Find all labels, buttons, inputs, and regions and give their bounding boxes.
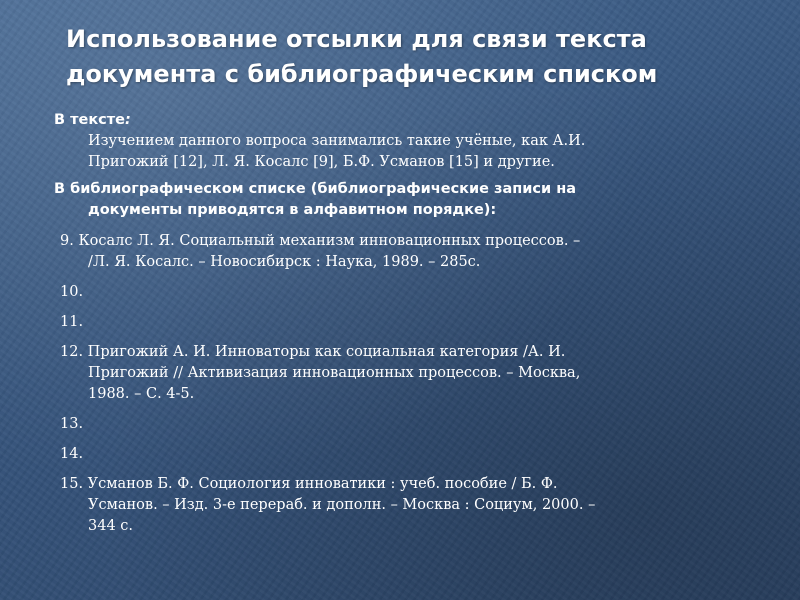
- slide-content: [54, 110, 769, 546]
- reference-line: Усманов. – Изд. 3-е перераб. и дополн. – Москва : Социум, 2000. –: [88, 497, 596, 513]
- reference-line: 1988. – С. 4-5.: [88, 386, 195, 402]
- reference-line: /Л. Я. Косалс. – Новосибирск : Наука, 1989. – 285с.: [88, 254, 481, 270]
- reference-line: Пригожий // Активизация инновационных процессов. – Москва,: [88, 365, 581, 381]
- reference-line: 15. Усманов Б. Ф. Социология инноватики : учеб. пособие / Б. Ф.: [60, 476, 558, 492]
- reference-line: 12. Пригожий А. И. Инноваторы как социальная категория /А. И.: [60, 344, 566, 360]
- slide-title: [66, 22, 766, 92]
- reference-item: [54, 342, 769, 405]
- title-line-1: Использование отсылки для связи текста: [66, 25, 647, 53]
- reference-item: 11.: [60, 314, 84, 330]
- reference-item: 10.: [60, 284, 84, 300]
- reference-list: [54, 231, 769, 537]
- reference-item: [54, 231, 769, 273]
- title-line-2: документа с библиографическим списком: [66, 60, 658, 88]
- in-text-line-1: Изучением данного вопроса занимались такие учёные, как А.И.: [88, 133, 586, 149]
- reference-item: 13.: [60, 416, 84, 432]
- biblio-heading-line-2: документы приводятся в алфавитном порядке):: [88, 202, 497, 218]
- in-text-label: В тексте: [54, 112, 126, 128]
- in-text-colon: :: [125, 112, 131, 128]
- in-text-heading: [54, 110, 769, 131]
- reference-item: 14.: [60, 446, 84, 462]
- reference-item: [54, 474, 769, 537]
- in-text-line-2: Пригожий [12], Л. Я. Косалс [9], Б.Ф. Усманов [15] и другие.: [88, 154, 555, 170]
- biblio-heading-block: [54, 179, 769, 221]
- biblio-heading-line-1: В библиографическом списке (библиографические записи на: [54, 181, 577, 197]
- reference-line: 344 с.: [88, 518, 134, 534]
- in-text-block: [54, 110, 769, 173]
- reference-line: 9. Косалс Л. Я. Социальный механизм инновационных процессов. –: [60, 233, 581, 249]
